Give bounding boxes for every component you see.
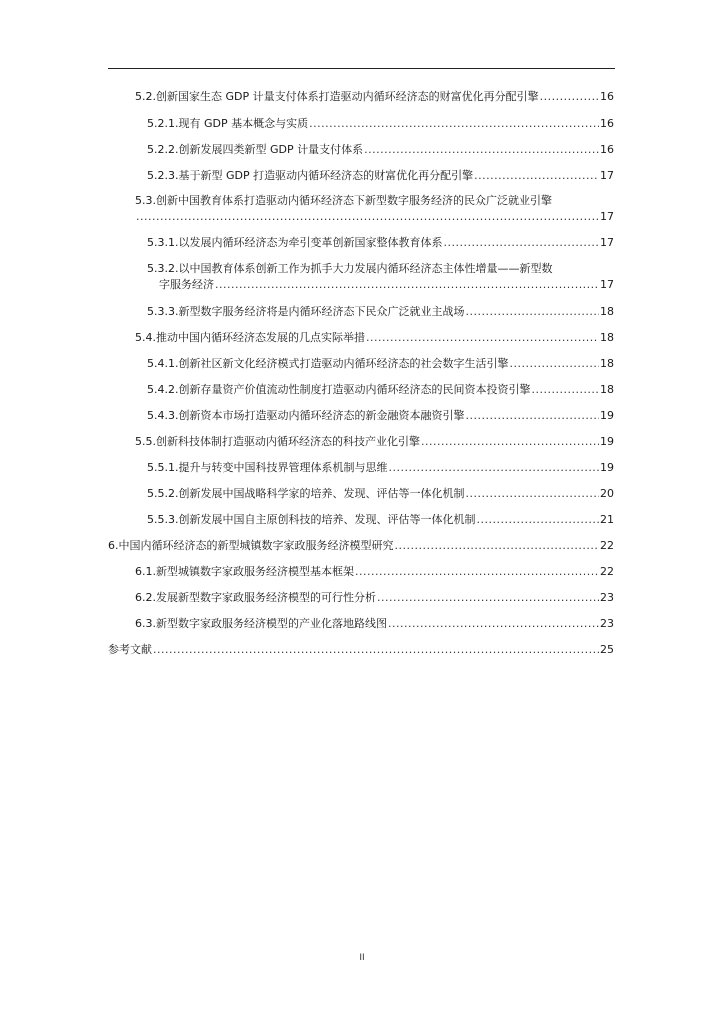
- dot-leader: [465, 487, 599, 501]
- toc-entry-5-2-2[interactable]: [147, 143, 614, 157]
- toc-entry-page: 19: [600, 409, 614, 422]
- dot-leader: [366, 331, 599, 345]
- toc-entry-5-5-1[interactable]: [147, 461, 614, 475]
- dot-leader: [377, 591, 599, 605]
- toc-entry-5-5-3[interactable]: [147, 513, 614, 527]
- toc-entry-title: 6.2.发展新型数字家政服务经济模型的可行性分析: [135, 591, 376, 604]
- toc-entry-page: 23: [600, 591, 614, 604]
- dot-leader: [531, 383, 599, 397]
- toc-entry-title: 参考文献: [108, 643, 152, 656]
- toc-entry-title: 5.5.2.创新发展中国战略科学家的培养、发现、评估等一体化机制: [147, 487, 465, 500]
- dot-leader: [355, 565, 599, 579]
- toc-entry-page: 18: [600, 383, 614, 396]
- toc-entry-6-3[interactable]: [135, 617, 614, 631]
- toc-entry-6-2[interactable]: [135, 591, 614, 605]
- dot-leader: [474, 169, 599, 183]
- toc-entry-page: 25: [600, 643, 614, 656]
- dot-leader: [388, 617, 599, 631]
- toc-entry-5-3-title[interactable]: 5.3.创新中国教育体系打造驱动内循环经济态下新型数字服务经济的民众广泛就业引擎: [135, 194, 552, 207]
- dot-leader: [309, 117, 599, 131]
- toc-entry-title: 5.2.2.创新发展四类新型 GDP 计量支付体系: [147, 143, 364, 156]
- dot-leader: [465, 305, 599, 319]
- toc-entry-5-2-3[interactable]: [147, 169, 614, 183]
- dot-leader: [395, 539, 600, 553]
- toc-entry-5-3-2-title[interactable]: 5.3.2.以中国教育体系创新工作为抓手大力发展内循环经济态主体性增量——新型数: [147, 262, 553, 275]
- toc-entry-page: 18: [600, 357, 614, 370]
- toc-entry-5-5-2[interactable]: [147, 487, 614, 501]
- toc-entry-title: 5.2.创新国家生态 GDP 计量支付体系打造驱动内循环经济态的财富优化再分配引擎: [135, 90, 539, 103]
- toc-entry-page: 17: [600, 169, 614, 182]
- toc-entry-5-3[interactable]: [135, 210, 614, 224]
- toc-entry-title: 5.3.3.新型数字服务经济将是内循环经济态下民众广泛就业主战场: [147, 305, 465, 318]
- dot-leader: [215, 278, 599, 292]
- toc-entry-5-2-1[interactable]: [147, 117, 614, 131]
- toc-entry-title: 5.2.1.现有 GDP 基本概念与实质: [147, 117, 309, 130]
- toc-entry-page: 17: [600, 278, 614, 291]
- toc-entry-title: 5.4.3.创新资本市场打造驱动内循环经济态的新金融资本融资引擎: [147, 409, 465, 422]
- dot-leader: [476, 513, 599, 527]
- toc-entry-title: 6.3.新型数字家政服务经济模型的产业化落地路线图: [135, 617, 387, 630]
- toc-entry-5-4-3[interactable]: [147, 409, 614, 423]
- toc-entry-5-5[interactable]: [135, 435, 614, 449]
- dot-leader: [136, 210, 599, 224]
- toc-entry-page: 20: [600, 487, 614, 500]
- dot-leader: [509, 357, 599, 371]
- dot-leader: [465, 409, 599, 423]
- toc-entry-page: 16: [600, 117, 614, 130]
- toc-entry-page: 23: [600, 617, 614, 630]
- toc-entry-page: 18: [600, 305, 614, 318]
- toc-entry-title: 5.5.创新科技体制打造驱动内循环经济态的科技产业化引擎: [135, 435, 420, 448]
- toc-entry-references[interactable]: [108, 643, 614, 657]
- dot-leader: [388, 461, 599, 475]
- toc-entry-5-3-3[interactable]: [147, 305, 614, 319]
- toc-entry-title: 字服务经济: [159, 278, 214, 291]
- toc-entry-page: 21: [600, 513, 614, 526]
- dot-leader: [364, 143, 599, 157]
- dot-leader: [540, 90, 599, 104]
- toc-entry-page: 17: [600, 236, 614, 249]
- toc-entry-5-2[interactable]: [135, 90, 614, 104]
- toc-entry-page: 18: [600, 331, 614, 344]
- toc-entry-title: 5.2.3.基于新型 GDP 打造驱动内循环经济态的财富优化再分配引擎: [147, 169, 474, 182]
- toc-entry-page: 19: [600, 435, 614, 448]
- toc-entry-page: 16: [600, 90, 614, 103]
- page-number: II: [359, 953, 365, 963]
- toc-entry-5-4-2[interactable]: [147, 383, 614, 397]
- toc-entry-6-1[interactable]: [135, 565, 614, 579]
- toc-entry-6[interactable]: [108, 539, 614, 553]
- toc-entry-page: 19: [600, 461, 614, 474]
- toc-entry-page: 16: [600, 143, 614, 156]
- toc-entry-5-4-1[interactable]: [147, 357, 614, 371]
- toc-entry-page: 22: [600, 565, 614, 578]
- dot-leader: [443, 236, 599, 250]
- toc-entry-title: 5.5.3.创新发展中国自主原创科技的培养、发现、评估等一体化机制: [147, 513, 476, 526]
- toc-entry-title: 5.4.推动中国内循环经济态发展的几点实际举措: [135, 331, 365, 344]
- toc-entry-title: 6.中国内循环经济态的新型城镇数字家政服务经济模型研究: [108, 539, 394, 552]
- toc-entry-title: 5.4.2.创新存量资产价值流动性制度打造驱动内循环经济态的民间资本投资引擎: [147, 383, 531, 396]
- toc-entry-5-4[interactable]: [135, 331, 614, 345]
- toc-entry-title: 6.1.新型城镇数字家政服务经济模型基本框架: [135, 565, 354, 578]
- toc-entry-5-3-1[interactable]: [147, 236, 614, 250]
- toc-entry-title: 5.3.1.以发展内循环经济态为牵引变革创新国家整体教育体系: [147, 236, 443, 249]
- toc-entry-title: 5.5.1.提升与转变中国科技界管理体系机制与思维: [147, 461, 388, 474]
- toc-entry-page: 22: [600, 539, 614, 552]
- toc-entry-5-3-2[interactable]: [159, 278, 614, 292]
- dot-leader: [153, 643, 599, 657]
- toc-entry-title: 5.4.1.创新社区新文化经济模式打造驱动内循环经济态的社会数字生活引擎: [147, 357, 509, 370]
- dot-leader: [421, 435, 599, 449]
- toc-entry-page: 17: [600, 210, 614, 223]
